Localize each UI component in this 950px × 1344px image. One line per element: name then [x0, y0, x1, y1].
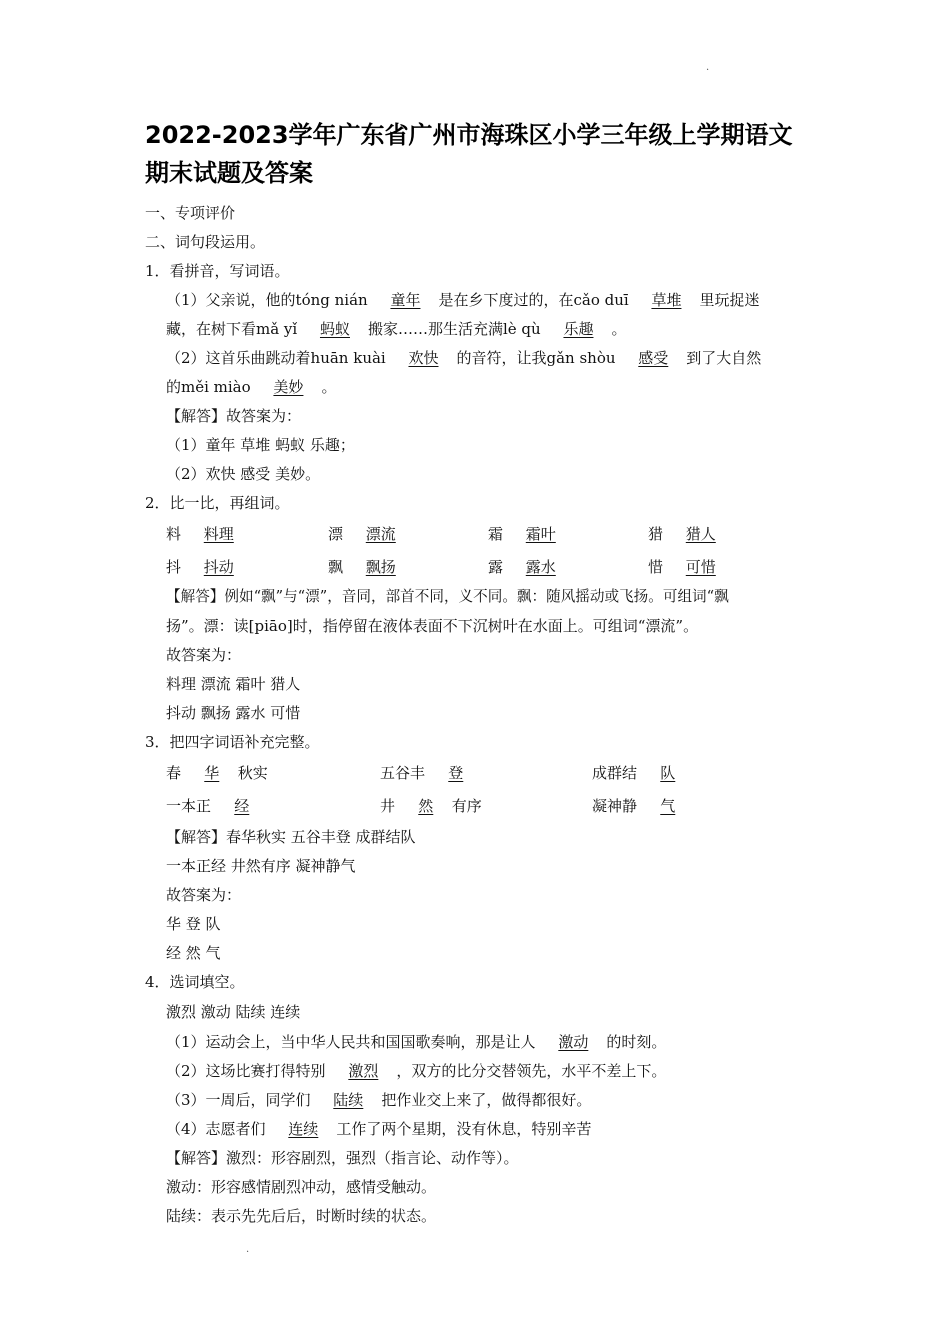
q3-idiom-post: 有序 — [451, 797, 482, 815]
q1-answer-mayi: 蚂蚁 — [319, 320, 350, 338]
q4-heading: 4．选词填空。 — [145, 973, 245, 991]
q1-text: 。 — [611, 320, 627, 338]
q1-text: 里玩捉迷 — [699, 291, 760, 309]
q1-answer-label: 【解答】故答案为： — [166, 407, 302, 425]
q4-explanation-line-1: 【解答】激烈：形容剧烈，强烈（指言论、动作等）。 — [166, 1149, 519, 1167]
q4-answer-3: 陆续 — [333, 1091, 364, 1109]
q2-pair — [488, 523, 574, 545]
q4-explanation-line-3: 陆续：表示先先后后，时断时续的状态。 — [166, 1207, 437, 1225]
q1-answer-meimiao: 美妙 — [273, 378, 304, 396]
q3-idiom-post: 秋实 — [237, 764, 268, 782]
q3-idiom-pre: 春 — [166, 764, 186, 782]
q4-text: （1）运动会上，当中华人民共和国国歌奏响，那是让人 — [166, 1033, 541, 1051]
q2-word: 露水 — [525, 558, 556, 576]
q2-word: 霜叶 — [525, 525, 556, 543]
q4-text: （2）这场比赛打得特别 — [166, 1062, 331, 1080]
q1-part1-line2 — [166, 318, 626, 340]
q2-char: 抖 — [166, 558, 182, 576]
q3-answer-line-3: 华 登 队 — [166, 915, 221, 933]
q2-answer-line-2: 抖动 飘扬 露水 可惜 — [166, 704, 301, 722]
q4-explanation-line-2: 激动：形容感情剧烈冲动，感情受触动。 — [166, 1178, 437, 1196]
q2-char: 飘 — [328, 558, 344, 576]
q4-sentence-4 — [166, 1118, 591, 1140]
q1-heading: 1．看拼音，写词语。 — [145, 262, 290, 280]
q2-char: 露 — [488, 558, 504, 576]
page-title-line-2: 期末试题及答案 — [145, 159, 313, 187]
q3-idiom — [380, 795, 482, 817]
q4-text: （4）志愿者们 — [166, 1120, 271, 1138]
q4-sentence-3 — [166, 1089, 591, 1111]
q4-text: 把作业交上来了，做得都很好。 — [381, 1091, 592, 1109]
q4-sentence-1 — [166, 1031, 666, 1053]
q2-pair — [328, 523, 414, 545]
q3-idiom-answer: 登 — [448, 764, 464, 782]
q1-part2-line1 — [166, 347, 761, 369]
q2-char: 料 — [166, 525, 182, 543]
q1-text: 。 — [321, 378, 337, 396]
q2-pair — [166, 523, 252, 545]
q1-answer-tongnian: 童年 — [390, 291, 421, 309]
q2-word: 猎人 — [685, 525, 716, 543]
q3-answer-line-1: 【解答】春华秋实 五谷丰登 成群结队 — [166, 828, 416, 846]
q1-part2-line2 — [166, 376, 336, 398]
q2-answer-label: 故答案为： — [166, 646, 242, 664]
q3-idiom — [166, 762, 268, 784]
q2-heading: 2．比一比，再组词。 — [145, 494, 290, 512]
q1-text: 的měi miào — [166, 378, 256, 396]
q2-explanation-line-2: 扬”。漂：读[piāo]时，指停留在液体表面不下沉树叶在水面上。可组词“漂流”。 — [166, 617, 699, 635]
header-dot: . — [706, 62, 710, 73]
q2-pair — [328, 556, 414, 578]
q3-answer-label: 故答案为： — [166, 886, 242, 904]
q1-answer-ganshou: 感受 — [638, 349, 669, 367]
q2-pair — [648, 523, 734, 545]
q2-pair — [166, 556, 252, 578]
q1-answer-lequ: 乐趣 — [563, 320, 594, 338]
q3-idiom — [592, 762, 694, 784]
q2-char: 霜 — [488, 525, 504, 543]
q1-text: （1）父亲说，他的tóng nián — [166, 291, 373, 309]
q2-answer-line-1: 料理 漂流 霜叶 猎人 — [166, 675, 301, 693]
q4-text: （3）一周后，同学们 — [166, 1091, 316, 1109]
q4-text: 的时刻。 — [606, 1033, 667, 1051]
section-heading-1: 一、专项评价 — [145, 204, 236, 222]
q2-char: 猎 — [648, 525, 664, 543]
q2-word: 飘扬 — [365, 558, 396, 576]
q3-idiom-pre: 五谷丰 — [380, 764, 430, 782]
q1-text: 的音符，让我gǎn shòu — [456, 349, 621, 367]
q3-idiom-pre: 一本正 — [166, 797, 216, 815]
q3-heading: 3．把四字词语补充完整。 — [145, 733, 320, 751]
q1-text: 是在乡下度过的，在cǎo duī — [438, 291, 634, 309]
q3-idiom-pre: 凝神静 — [592, 797, 642, 815]
footer-dot: . — [246, 1244, 250, 1255]
section-heading-2: 二、词句段运用。 — [145, 233, 266, 251]
q2-word: 抖动 — [203, 558, 234, 576]
q1-answer-caodui: 草堆 — [651, 291, 682, 309]
q1-text: 藏，在树下看mǎ yǐ — [166, 320, 302, 338]
q3-idiom-pre: 井 — [380, 797, 400, 815]
q2-pair — [488, 556, 574, 578]
page-title-line-1: 2022-2023学年广东省广州市海珠区小学三年级上学期语文 — [145, 121, 793, 149]
q1-answer-line-1: （1）童年 草堆 蚂蚁 乐趣； — [166, 436, 355, 454]
q2-explanation-line-1: 【解答】例如“飘”与“漂”，音同，部首不同，义不同。飘：随风摇动或飞扬。可组词“飘 — [166, 588, 729, 605]
q1-answer-line-2: （2）欢快 感受 美妙。 — [166, 465, 321, 483]
q1-text: （2）这首乐曲跳动着huān kuài — [166, 349, 391, 367]
q3-idiom-answer: 然 — [418, 797, 434, 815]
q1-answer-huankuai: 欢快 — [408, 349, 439, 367]
q1-part1-line1 — [166, 289, 759, 311]
q3-idiom-answer: 队 — [660, 764, 676, 782]
q3-idiom-answer: 经 — [234, 797, 250, 815]
q3-idiom-answer: 华 — [204, 764, 220, 782]
q2-char: 漂 — [328, 525, 344, 543]
q2-char: 惜 — [648, 558, 664, 576]
q4-word-options: 激烈 激动 陆续 连续 — [166, 1003, 301, 1021]
q1-text: 到了大自然 — [686, 349, 762, 367]
q3-idiom — [166, 795, 268, 817]
q3-idiom — [592, 795, 694, 817]
q4-answer-1: 激动 — [558, 1033, 589, 1051]
q4-answer-4: 连续 — [288, 1120, 319, 1138]
q3-idiom-pre: 成群结 — [592, 764, 642, 782]
q3-idiom-answer: 气 — [660, 797, 676, 815]
q4-text: ，双方的比分交替领先，水平不差上下。 — [396, 1062, 667, 1080]
q3-answer-line-2: 一本正经 井然有序 凝神静气 — [166, 857, 356, 875]
q1-text: 搬家……那生活充满lè qù — [367, 320, 546, 338]
q2-word: 漂流 — [365, 525, 396, 543]
q3-answer-line-4: 经 然 气 — [166, 944, 221, 962]
q4-answer-2: 激烈 — [348, 1062, 379, 1080]
q4-text: 工作了两个星期，没有休息，特别辛苦 — [336, 1120, 592, 1138]
q4-sentence-2 — [166, 1060, 666, 1082]
q2-pair — [648, 556, 734, 578]
q2-word: 可惜 — [685, 558, 716, 576]
q3-idiom — [380, 762, 482, 784]
q2-word: 料理 — [203, 525, 234, 543]
